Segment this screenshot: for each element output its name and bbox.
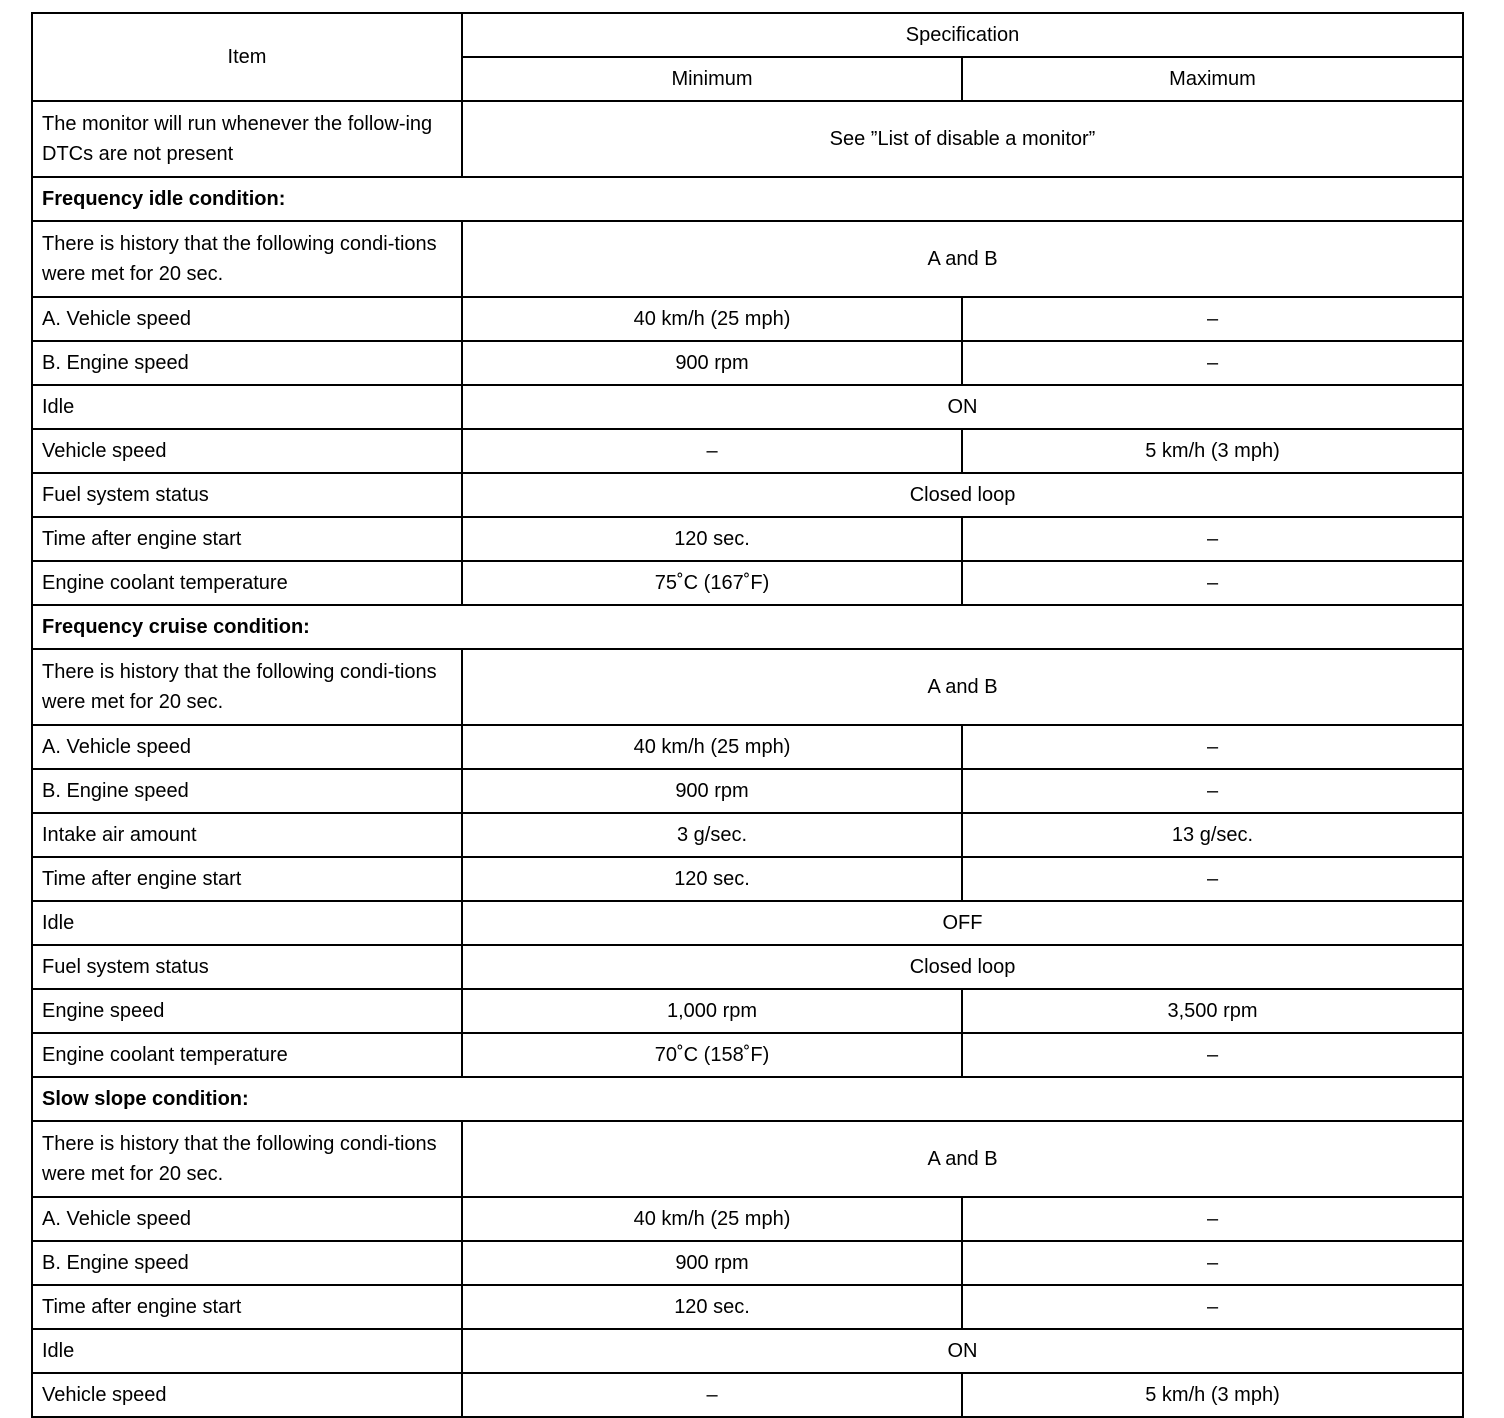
item-cell: A. Vehicle speed [32,725,462,769]
item-cell: Idle [32,1329,462,1373]
item-cell: Time after engine start [32,517,462,561]
table-row [32,341,1463,385]
spec-table [31,12,1464,1418]
table-row [32,989,1463,1033]
item-cell: Engine speed [32,989,462,1033]
table-row [32,297,1463,341]
item-cell: A. Vehicle speed [32,1197,462,1241]
table-row [32,769,1463,813]
table-row [32,1033,1463,1077]
specification-cell: A and B [462,649,1463,725]
table-row [32,517,1463,561]
table-row [32,1373,1463,1417]
item-cell: B. Engine speed [32,769,462,813]
item-cell: Vehicle speed [32,429,462,473]
specification-cell: ON [462,385,1463,429]
item-cell: There is history that the following condi-tions were met for 20 sec. [32,649,462,725]
spec-table-body [32,101,1463,1417]
table-row [32,101,1463,177]
header-maximum: Maximum [962,57,1463,101]
table-row [32,385,1463,429]
section-heading: Frequency idle condition: [32,177,1463,221]
table-row [32,429,1463,473]
item-cell: The monitor will run whenever the follow-ing DTCs are not present [32,101,462,177]
maximum-cell: 5 km/h (3 mph) [962,1373,1463,1417]
minimum-cell: 40 km/h (25 mph) [462,1197,962,1241]
table-row [32,901,1463,945]
section-heading: Frequency cruise condition: [32,605,1463,649]
specification-cell: OFF [462,901,1463,945]
specification-cell: A and B [462,1121,1463,1197]
specification-cell: Closed loop [462,945,1463,989]
table-row [32,1285,1463,1329]
item-cell: Idle [32,385,462,429]
maximum-cell: – [962,297,1463,341]
table-row [32,1241,1463,1285]
minimum-cell: 900 rpm [462,1241,962,1285]
minimum-cell: 1,000 rpm [462,989,962,1033]
minimum-cell: 120 sec. [462,1285,962,1329]
maximum-cell: 3,500 rpm [962,989,1463,1033]
specification-cell: See ”List of disable a monitor” [462,101,1463,177]
header-minimum: Minimum [462,57,962,101]
item-cell: Engine coolant temperature [32,561,462,605]
maximum-cell: – [962,561,1463,605]
maximum-cell: – [962,517,1463,561]
table-row [32,221,1463,297]
table-row [32,1121,1463,1197]
minimum-cell: 120 sec. [462,517,962,561]
table-row [32,561,1463,605]
item-cell: B. Engine speed [32,1241,462,1285]
minimum-cell: 900 rpm [462,769,962,813]
table-row [32,605,1463,649]
maximum-cell: – [962,1197,1463,1241]
header-item: Item [32,13,462,101]
item-cell: There is history that the following condi-tions were met for 20 sec. [32,221,462,297]
table-row [32,1197,1463,1241]
item-cell: Engine coolant temperature [32,1033,462,1077]
maximum-cell: – [962,725,1463,769]
minimum-cell: – [462,1373,962,1417]
table-row [32,857,1463,901]
specification-cell: ON [462,1329,1463,1373]
maximum-cell: – [962,1241,1463,1285]
table-row [32,813,1463,857]
maximum-cell: – [962,857,1463,901]
table-row [32,649,1463,725]
item-cell: B. Engine speed [32,341,462,385]
header-specification: Specification [462,13,1463,57]
section-heading: Slow slope condition: [32,1077,1463,1121]
item-cell: Time after engine start [32,1285,462,1329]
maximum-cell: – [962,1285,1463,1329]
maximum-cell: – [962,341,1463,385]
table-row [32,1077,1463,1121]
table-row [32,177,1463,221]
item-cell: Vehicle speed [32,1373,462,1417]
minimum-cell: 120 sec. [462,857,962,901]
minimum-cell: 3 g/sec. [462,813,962,857]
maximum-cell: – [962,1033,1463,1077]
maximum-cell: – [962,769,1463,813]
minimum-cell: 900 rpm [462,341,962,385]
item-cell: Idle [32,901,462,945]
specification-cell: Closed loop [462,473,1463,517]
specification-cell: A and B [462,221,1463,297]
minimum-cell: 70˚C (158˚F) [462,1033,962,1077]
minimum-cell: 40 km/h (25 mph) [462,725,962,769]
table-row [32,945,1463,989]
minimum-cell: 75˚C (167˚F) [462,561,962,605]
minimum-cell: 40 km/h (25 mph) [462,297,962,341]
item-cell: A. Vehicle speed [32,297,462,341]
table-row [32,725,1463,769]
item-cell: Time after engine start [32,857,462,901]
item-cell: Intake air amount [32,813,462,857]
maximum-cell: 5 km/h (3 mph) [962,429,1463,473]
table-row [32,1329,1463,1373]
item-cell: There is history that the following condi-tions were met for 20 sec. [32,1121,462,1197]
header-row [32,13,1463,57]
table-row [32,473,1463,517]
maximum-cell: 13 g/sec. [962,813,1463,857]
item-cell: Fuel system status [32,945,462,989]
minimum-cell: – [462,429,962,473]
item-cell: Fuel system status [32,473,462,517]
